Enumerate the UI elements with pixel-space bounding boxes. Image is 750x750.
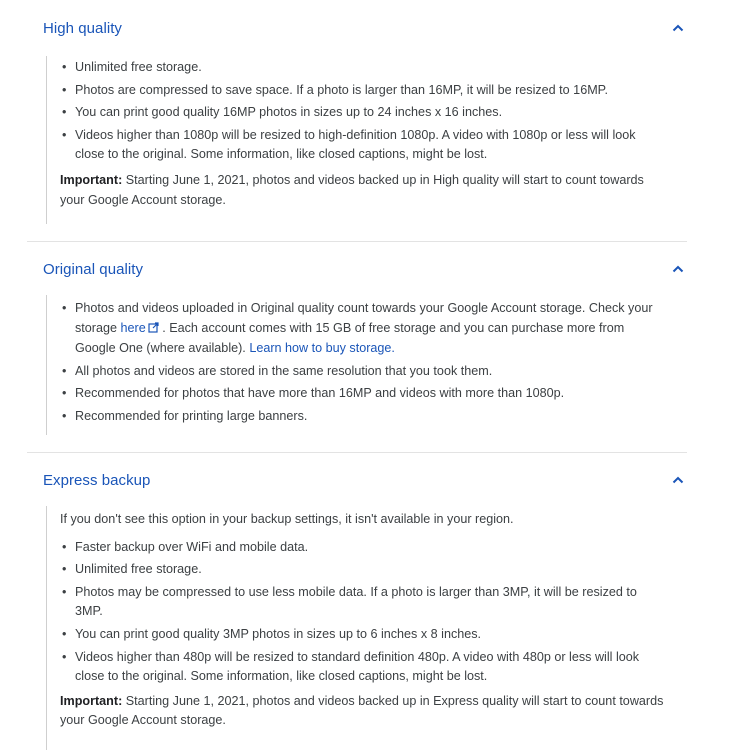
storage-here-link[interactable]: here [120,320,146,335]
section-express-backup [27,453,687,750]
list-item: • Unlimited free storage. [60,560,665,580]
section-title: Original quality [43,260,144,278]
section-title: Express backup [43,471,151,489]
important-text: Starting June 1, 2021, photos and videos backed up in High quality will start to count towards your Google Account storage. [60,172,644,207]
important-note [60,692,665,731]
list-item: • Videos higher than 1080p will be resized to high-definition 1080p. A video with 1080p or less will look close to the original. Some information, like closed captions, might be lost. [60,126,665,165]
section-header-high-quality[interactable] [27,16,703,40]
section-original-quality [27,242,687,452]
bullet-list [60,299,665,427]
list-item [60,299,665,359]
intro-text: If you don't see this option in your backup settings, it isn't available in your region. [60,512,514,526]
list-item: • Photos are compressed to save space. If a photo is larger than 16MP, it will be resized to 16MP. [60,81,665,101]
list-item: • Recommended for photos that have more than 16MP and videos with more than 1080p. [60,384,665,404]
learn-buy-storage-link[interactable]: Learn how to buy storage. [249,341,395,356]
important-label: Important: [60,693,123,708]
list-item: • Faster backup over WiFi and mobile data. [60,538,665,558]
list-item: • All photos and videos are stored in the same resolution that you took them. [60,362,665,382]
chevron-up-icon[interactable] [667,469,689,491]
section-body [46,506,665,750]
chevron-up-icon[interactable] [667,258,689,280]
section-body [46,295,665,435]
bullet-list [60,58,665,165]
section-title: High quality [43,19,122,37]
list-item: • Recommended for printing large banners. [60,407,665,427]
section-header-original-quality[interactable] [27,257,703,281]
external-link-icon [148,320,159,340]
section-body [46,56,665,224]
bullet-text: . Each account comes with 15 GB of free storage and you can purchase more from Google One (where available). [75,320,625,356]
help-accordion [27,0,687,728]
bullet-list [60,538,665,687]
important-text: Starting June 1, 2021, photos and videos backed up in Express quality will start to count towards your Google Account storage. [60,693,664,728]
section-header-express-backup[interactable] [27,468,703,492]
bullet-text: Photos and videos uploaded in Original quality count towards your Google Account storage. Check your storage [75,301,653,335]
list-item: • Unlimited free storage. [60,58,665,78]
list-item: • You can print good quality 3MP photos in sizes up to 6 inches x 8 inches. [60,625,665,645]
chevron-up-icon[interactable] [667,17,689,39]
section-high-quality [27,0,687,240]
list-item: • You can print good quality 16MP photos in sizes up to 24 inches x 16 inches. [60,103,665,123]
list-item: • Photos may be compressed to use less mobile data. If a photo is larger than 3MP, it will be resized to 3MP. [60,583,665,622]
list-item: • Videos higher than 480p will be resized to standard definition 480p. A video with 480p or less will look close to the original. Some information, like closed captions, might be lost. [60,648,665,687]
important-note [60,171,665,210]
important-label: Important: [60,172,123,187]
